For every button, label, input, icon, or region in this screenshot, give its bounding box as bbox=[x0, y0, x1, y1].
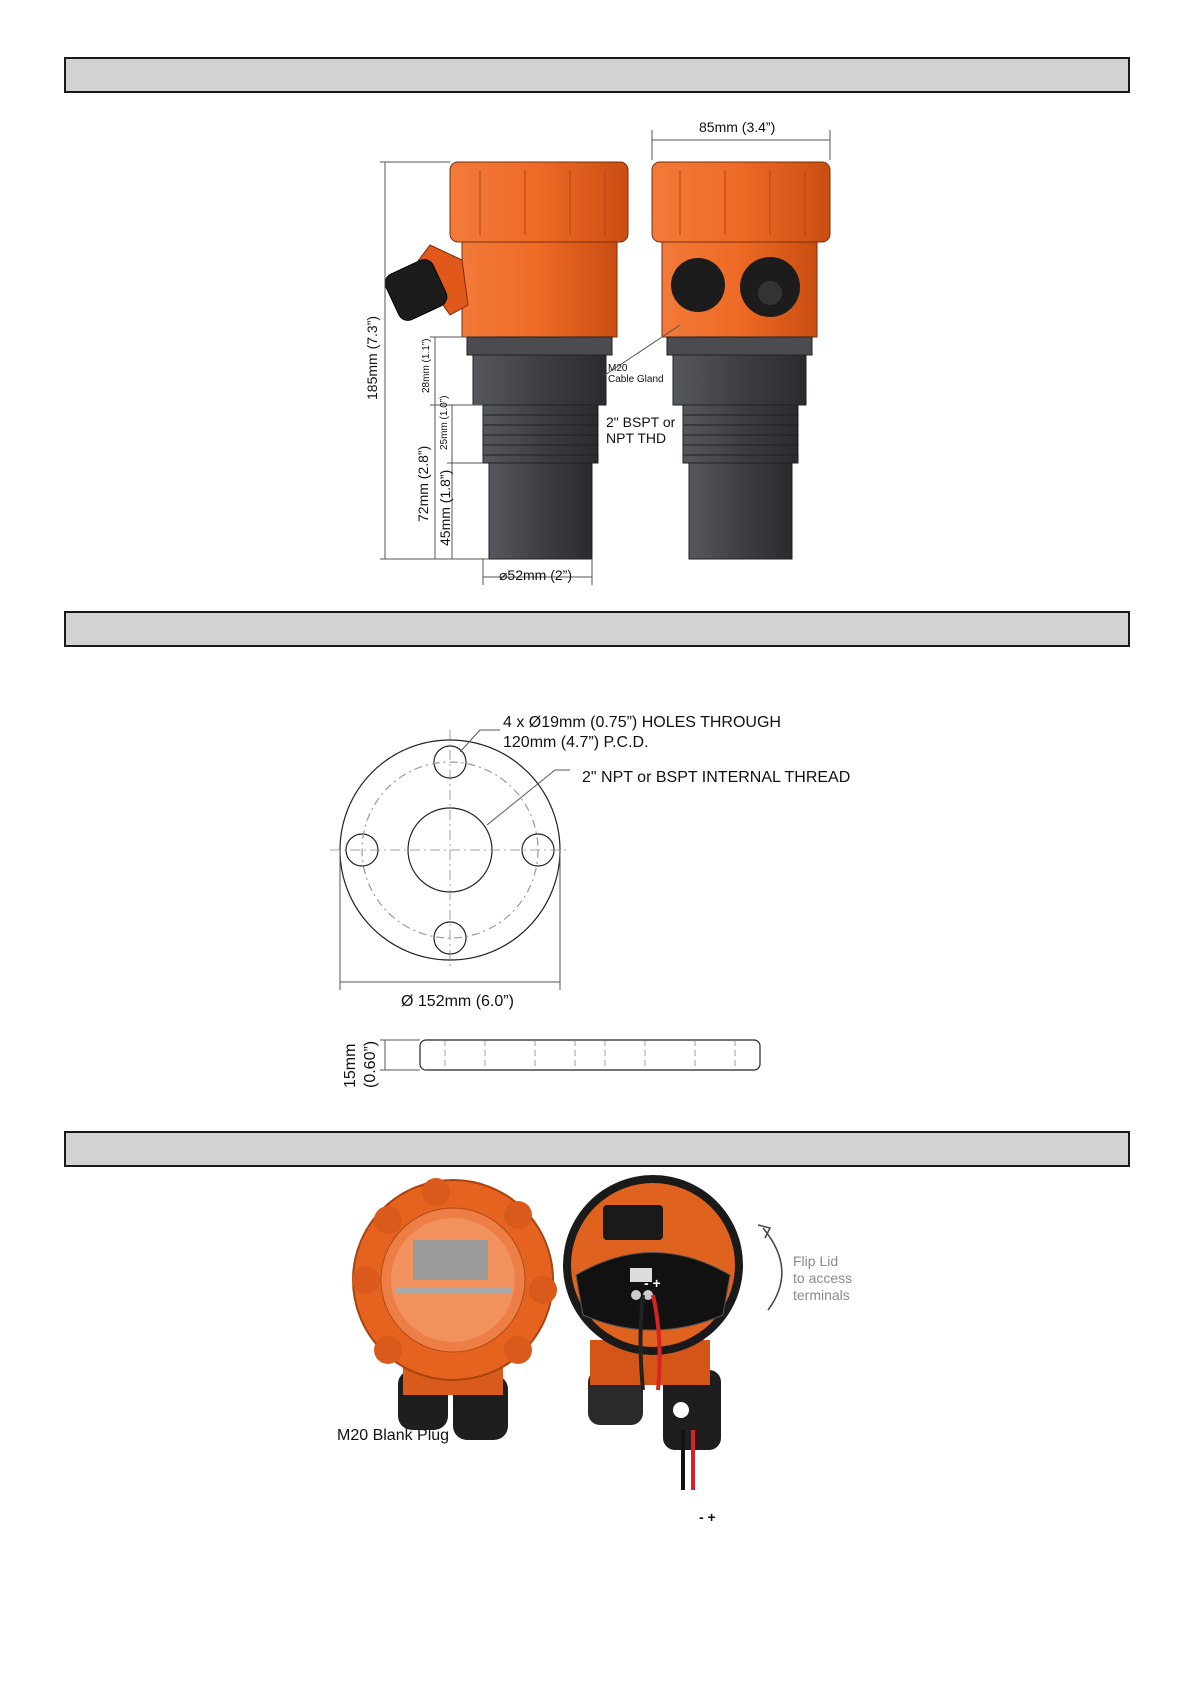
wire-polarity-label: - + bbox=[699, 1509, 716, 1525]
dim-28mm: 28mm (1.1”) bbox=[421, 338, 432, 393]
flange-diameter: Ø 152mm (6.0”) bbox=[401, 993, 514, 1010]
flip-lid-line2: to access bbox=[793, 1270, 853, 1286]
holes-spec-line1: 4 x Ø19mm (0.75”) HOLES THROUGH bbox=[503, 714, 781, 731]
flange-thickness-line2: (0.60”) bbox=[362, 1040, 379, 1088]
callout-thread-line1: 2" BSPT or bbox=[606, 414, 676, 430]
dim-diameter: ⌀52mm (2”) bbox=[499, 567, 572, 583]
flip-arrow-icon bbox=[763, 1228, 782, 1310]
blank-plug-label: M20 Blank Plug bbox=[337, 1427, 450, 1444]
dim-height-total: 185mm (7.3”) bbox=[364, 315, 380, 400]
flip-lid-line1: Flip Lid bbox=[793, 1253, 839, 1269]
dim-72mm: 72mm (2.8”) bbox=[415, 445, 431, 522]
sensor-front-view bbox=[652, 162, 830, 559]
thread-spec: 2" NPT or BSPT INTERNAL THREAD bbox=[582, 769, 851, 786]
callout-thread-line2: NPT THD bbox=[606, 430, 667, 446]
flange-drawing bbox=[330, 700, 890, 1100]
flange-side-profile bbox=[420, 1040, 760, 1070]
dim-width-top: 85mm (3.4”) bbox=[699, 119, 776, 135]
housing-open-lid bbox=[563, 1175, 743, 1490]
callout-gland-line1: M20 bbox=[608, 363, 628, 374]
dim-25mm: 25mm (1.0”) bbox=[439, 395, 450, 450]
section-header-bar-2 bbox=[64, 611, 1130, 647]
holes-spec-line2: 120mm (4.7”) P.C.D. bbox=[503, 734, 649, 751]
flip-lid-line3: terminals bbox=[793, 1287, 850, 1303]
housing-closed-lid bbox=[352, 1178, 557, 1440]
callout-gland-line2: Cable Gland bbox=[608, 374, 664, 385]
section-header-bar-3 bbox=[64, 1131, 1130, 1167]
flange-thickness-line1: 15mm bbox=[342, 1043, 359, 1088]
lcd-display-icon bbox=[413, 1240, 488, 1280]
terminal-polarity-label: - + bbox=[644, 1275, 661, 1291]
blank-plug-icon bbox=[671, 258, 725, 312]
section-header-bar-1 bbox=[64, 57, 1130, 93]
dim-45mm: 45mm (1.8”) bbox=[437, 469, 453, 546]
terminal-access-photos bbox=[318, 1170, 878, 1530]
